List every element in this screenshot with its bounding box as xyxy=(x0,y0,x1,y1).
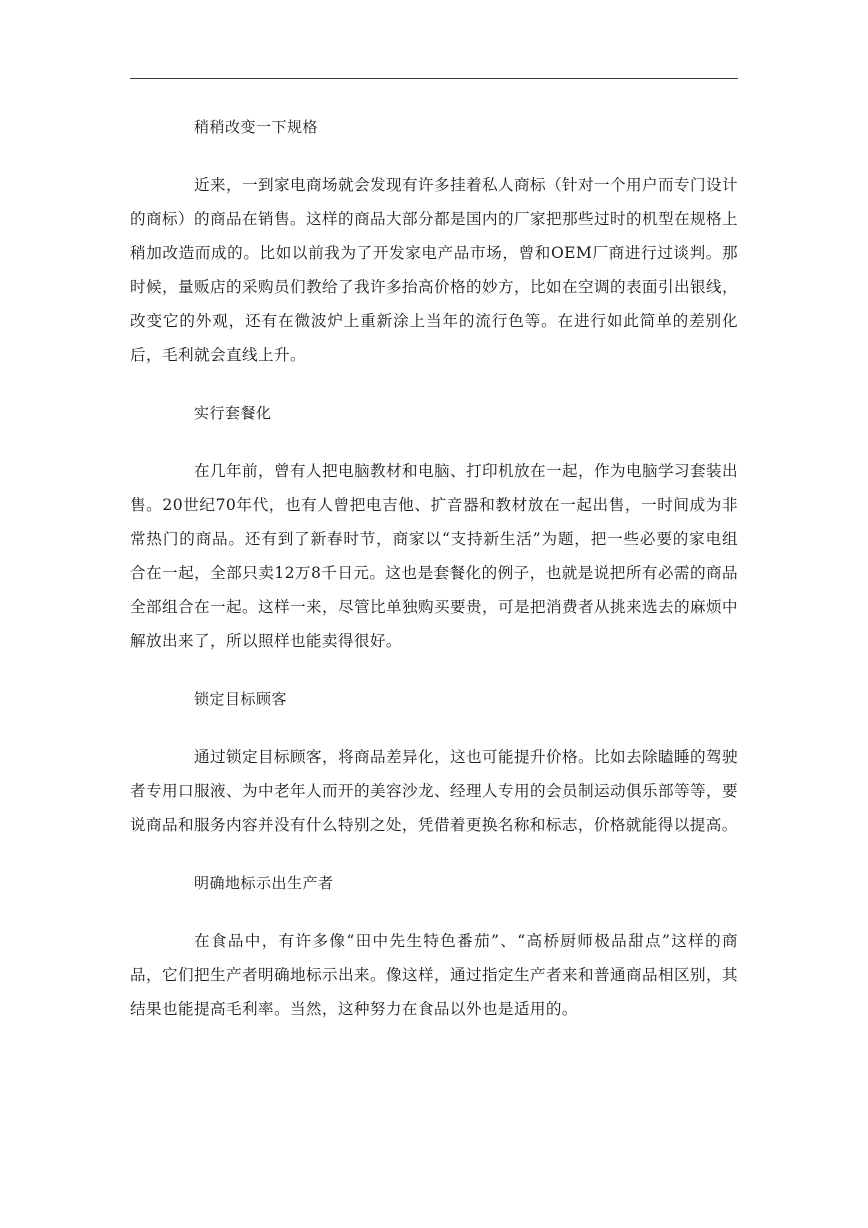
header-rule xyxy=(130,78,738,79)
section-paragraph-4: 在食品中，有许多像“田中先生特色番茄”、“高桥厨师极品甜点”这样的商品，它们把生产者明确地标示出来。像这样，通过指定生产者来和普通商品相区别，其结果也能提高毛利率。当然，这种努力在食品以外也是适用的。 xyxy=(130,932,738,1018)
section-heading-1: 稍稍改变一下规格 xyxy=(194,118,319,136)
section-paragraph-3: 通过锁定目标顾客，将商品差异化，这也可能提升价格。比如去除瞌睡的驾驶者专用口服液、为中老年人而开的美容沙龙、经理人专用的会员制运动俱乐部等等，要说商品和服务内容并没有什么特别之处，凭借着更换名称和标志，价格就能得以提高。 xyxy=(130,748,738,834)
section-heading-3: 锁定目标顾客 xyxy=(194,690,288,708)
section-paragraph-2: 在几年前，曾有人把电脑教材和电脑、打印机放在一起，作为电脑学习套装出售。20世纪70年代，也有人曾把电吉他、扩音器和教材放在一起出售，一时间成为非常热门的商品。还有到了新春时节，商家以“支持新生活”为题，把一些必要的家电组合在一起，全部只卖12万8千日元。这也是套餐化的例子，也就是说把所有必需的商品全部组合在一起。这样一来，尽管比单独购买要贵，可是把消费者从挑来选去的麻烦中解放出来了，所以照样也能卖得很好。 xyxy=(130,462,738,650)
section-heading-4: 明确地标示出生产者 xyxy=(194,874,334,892)
section-paragraph-1: 近来，一到家电商场就会发现有许多挂着私人商标（针对一个用户而专门设计的商标）的商品在销售。这样的商品大部分都是国内的厂家把那些过时的机型在规格上稍加改造而成的。比如以前我为了开发家电产品市场，曾和OEM厂商进行过谈判。那时候，量贩店的采购员们教给了我许多抬高价格的妙方，比如在空调的表面引出银线，改变它的外观，还有在微波炉上重新涂上当年的流行色等。在进行如此简单的差别化后，毛利就会直线上升。 xyxy=(130,176,738,364)
document-body xyxy=(130,112,738,1026)
section-heading-2: 实行套餐化 xyxy=(194,404,272,422)
